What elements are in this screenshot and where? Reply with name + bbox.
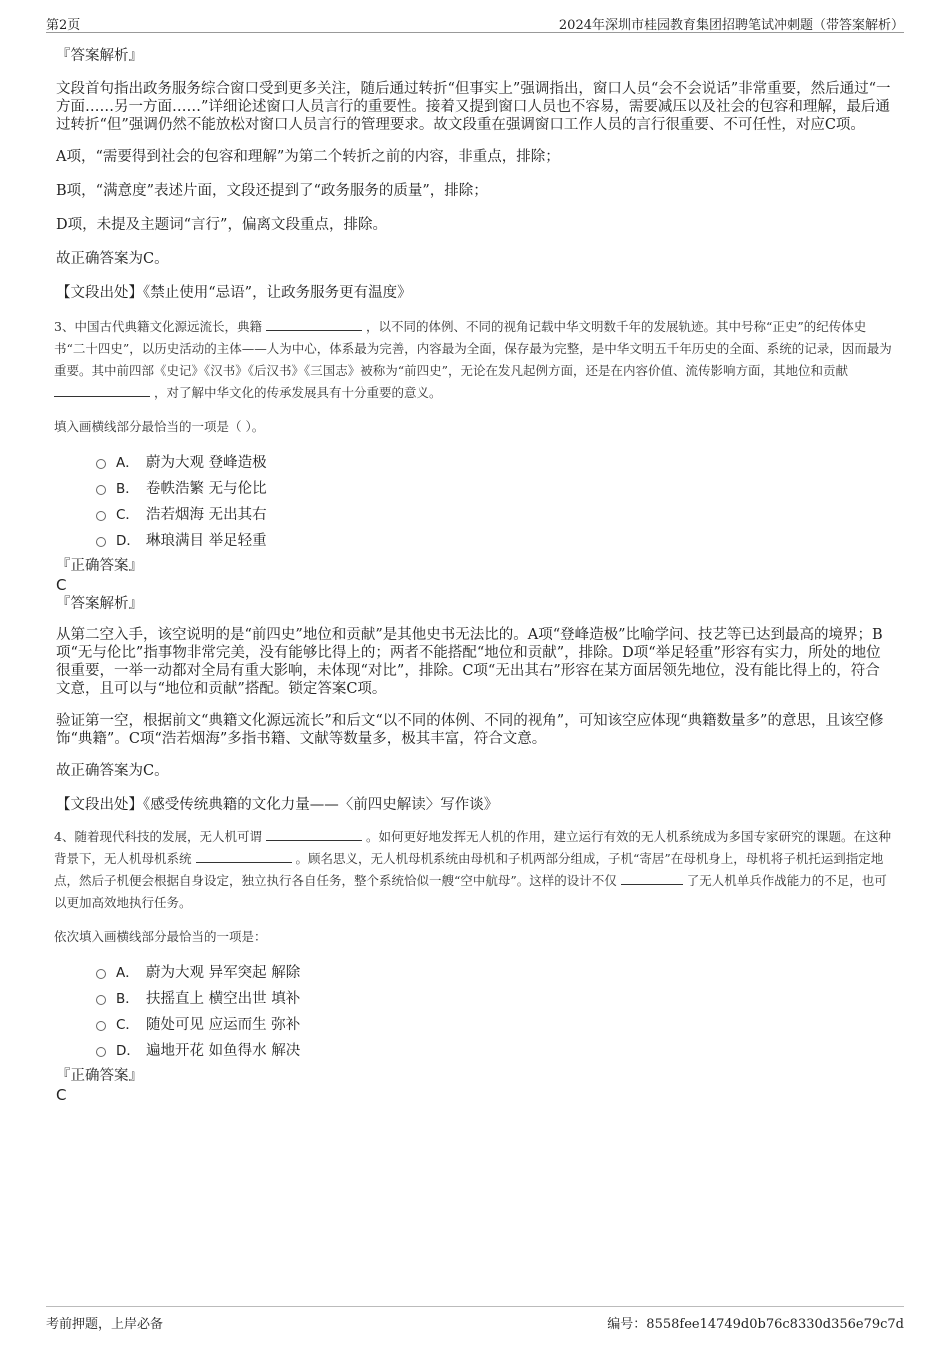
q4-option-b[interactable] xyxy=(96,984,894,1010)
q4-prompt: 依次填入画横线部分最恰当的一项是： xyxy=(54,929,267,944)
q4-option-d[interactable] xyxy=(96,1036,894,1062)
radio-icon[interactable] xyxy=(96,511,106,521)
q4-correct-label: 『正确答案』 xyxy=(56,1068,143,1084)
q4-stem xyxy=(54,826,894,914)
option-text: 遍地开花 如鱼得水 解决 xyxy=(146,1042,301,1059)
q2-option-a-analysis: A项，“需要得到社会的包容和理解”为第二个转折之前的内容，非重点，排除； xyxy=(56,149,560,165)
q3-blank-2 xyxy=(54,384,150,397)
q3-analysis-paragraph-1: 从第二空入手，该空说明的是“前四史”地位和贡献”是其他史书无法比的。A项“登峰造极”比喻学问、技艺等已达到最高的境界；B项“无与伦比”指事物非常完美，没有能够比得上的；两者不能搭配“地位和贡献”，排除。D项“举足轻重”形容有实力，所处的地位很重要，一举一动都对全局有重大影响，未体现“对比”，排除。C项“无出其右”形容在某方面居领先地位，没有能比得上的，符合文意，且可以与“地位和贡献”搭配。锁定答案C项。 xyxy=(56,627,883,697)
option-letter: B． xyxy=(116,481,139,497)
q3-stem-part-2: ，以不同的体例、不同的视角记载中华文明数千年的发展轨迹。其中号称“正史”的纪传体史书“二十四史”，以历史活动的主体——人为中心，体系最为完善，内容最为全面，保存最为完整，是中华文明五千年历史的全面、系统的记录，因而最为重要。其中前四部《史记》《汉书》《后汉书》《三国志》被称为“前四史”，无论在发凡起例方面，还是在内容价值、流传影响方面，其地位和贡献 xyxy=(54,319,892,378)
q3-blank-1 xyxy=(266,318,362,331)
option-letter: B． xyxy=(116,991,139,1007)
option-letter: D． xyxy=(116,533,140,549)
option-letter: C． xyxy=(116,1017,139,1033)
q3-option-d[interactable] xyxy=(96,526,894,552)
option-text: 蔚为大观 登峰造极 xyxy=(146,454,267,471)
document-title: 2024年深圳市桂园教育集团招聘笔试冲刺题（带答案解析） xyxy=(558,18,904,33)
q4-blank-3 xyxy=(621,872,683,885)
q3-prompt: 填入画横线部分最恰当的一项是（ ）。 xyxy=(54,419,265,434)
option-letter: A． xyxy=(116,965,139,981)
q4-option-a[interactable] xyxy=(96,958,894,984)
q3-stem xyxy=(54,316,894,404)
q2-option-d-analysis: D项，未提及主题词“言行”，偏离文段重点，排除。 xyxy=(56,217,387,233)
option-text: 蔚为大观 异军突起 解除 xyxy=(146,964,301,981)
q2-conclusion: 故正确答案为C。 xyxy=(56,251,169,267)
q3-options xyxy=(56,448,894,552)
radio-icon[interactable] xyxy=(96,1047,106,1057)
page-number: 第2页 xyxy=(46,18,81,33)
q4-correct-answer: C xyxy=(56,1086,67,1104)
q4-blank-2 xyxy=(196,850,292,863)
footer-slogan: 考前押题，上岸必备 xyxy=(46,1317,164,1332)
q3-analysis-paragraph-2: 验证第一空，根据前文“典籍文化源远流长”和后文“以不同的体例、不同的视角”，可知该空应体现“典籍数量多”的意思，且该空修饰“典籍”。C项“浩若烟海”多指书籍、文献等数量多，极其丰富，符合文意。 xyxy=(56,713,884,747)
option-letter: D． xyxy=(116,1043,140,1059)
q3-option-c[interactable] xyxy=(96,500,894,526)
option-text: 扶摇直上 横空出世 填补 xyxy=(146,990,301,1007)
q2-option-b-analysis: B项，“满意度”表述片面，文段还提到了“政务服务的质量”，排除； xyxy=(56,183,488,199)
q2-analysis-label: 『答案解析』 xyxy=(56,48,143,64)
footer-divider xyxy=(46,1306,904,1307)
q4-stem-part-2: 。如何更好地发挥无人机的作用，建立运行有效的无人机系统成为多国专家研究的课题。在这种背景下，无人机母机系统 xyxy=(54,829,891,866)
radio-icon[interactable] xyxy=(96,537,106,547)
q3-analysis-label: 『答案解析』 xyxy=(56,596,143,612)
radio-icon[interactable] xyxy=(96,995,106,1005)
option-text: 琳琅满目 举足轻重 xyxy=(146,532,267,549)
radio-icon[interactable] xyxy=(96,969,106,979)
q4-stem-part-4: 了无人机单兵作战能力的不足，也可以更加高效地执行任务。 xyxy=(54,873,887,910)
q4-blank-1 xyxy=(266,828,362,841)
q3-option-b[interactable] xyxy=(96,474,894,500)
radio-icon[interactable] xyxy=(96,485,106,495)
header-divider xyxy=(46,32,904,33)
document-id: 编号：8558fee14749d0b76c8330d356e79c7d xyxy=(607,1317,904,1332)
q4-options xyxy=(56,958,894,1062)
q3-stem-part-1: 3、中国古代典籍文化源远流长，典籍 xyxy=(54,319,262,334)
radio-icon[interactable] xyxy=(96,459,106,469)
q3-correct-answer: C xyxy=(56,576,67,594)
option-letter: C． xyxy=(116,507,139,523)
q4-option-c[interactable] xyxy=(96,1010,894,1036)
q3-stem-part-3: ，对了解中华文化的传承发展具有十分重要的意义。 xyxy=(153,385,442,400)
q3-option-a[interactable] xyxy=(96,448,894,474)
q2-analysis-paragraph: 文段首句指出政务服务综合窗口受到更多关注，随后通过转折“但事实上”强调指出，窗口人员“会不会说话”非常重要，然后通过“一方面……另一方面……”详细论述窗口人员言行的重要性。接着又提到窗口人员也不容易，需要减压以及社会的包容和理解，最后通过转折“但”强调仍然不能放松对窗口人员言行的管理要求。故文段重在强调窗口工作人员的言行很重要、不可任性，对应C项。 xyxy=(56,81,891,133)
option-text: 浩若烟海 无出其右 xyxy=(146,506,267,523)
q3-source: 【文段出处】《感受传统典籍的文化力量——〈前四史解读〉写作谈》 xyxy=(56,797,499,813)
q4-stem-part-1: 4、随着现代科技的发展，无人机可谓 xyxy=(54,829,262,844)
q3-correct-label: 『正确答案』 xyxy=(56,558,143,574)
radio-icon[interactable] xyxy=(96,1021,106,1031)
page-content xyxy=(56,46,894,1104)
option-text: 随处可见 应运而生 弥补 xyxy=(146,1016,301,1033)
q3-conclusion: 故正确答案为C。 xyxy=(56,763,169,779)
q4-stem-part-3: 。顾名思义，无人机母机系统由母机和子机两部分组成，子机“寄居”在母机身上，母机将子机托运到指定地点，然后子机便会根据自身设定，独立执行各自任务，整个系统恰似一艘“空中航母”。这样的设计不仅 xyxy=(54,851,884,888)
option-letter: A． xyxy=(116,455,139,471)
option-text: 卷帙浩繁 无与伦比 xyxy=(146,480,267,497)
q2-source: 【文段出处】《禁止使用“忌语”，让政务服务更有温度》 xyxy=(56,285,412,301)
